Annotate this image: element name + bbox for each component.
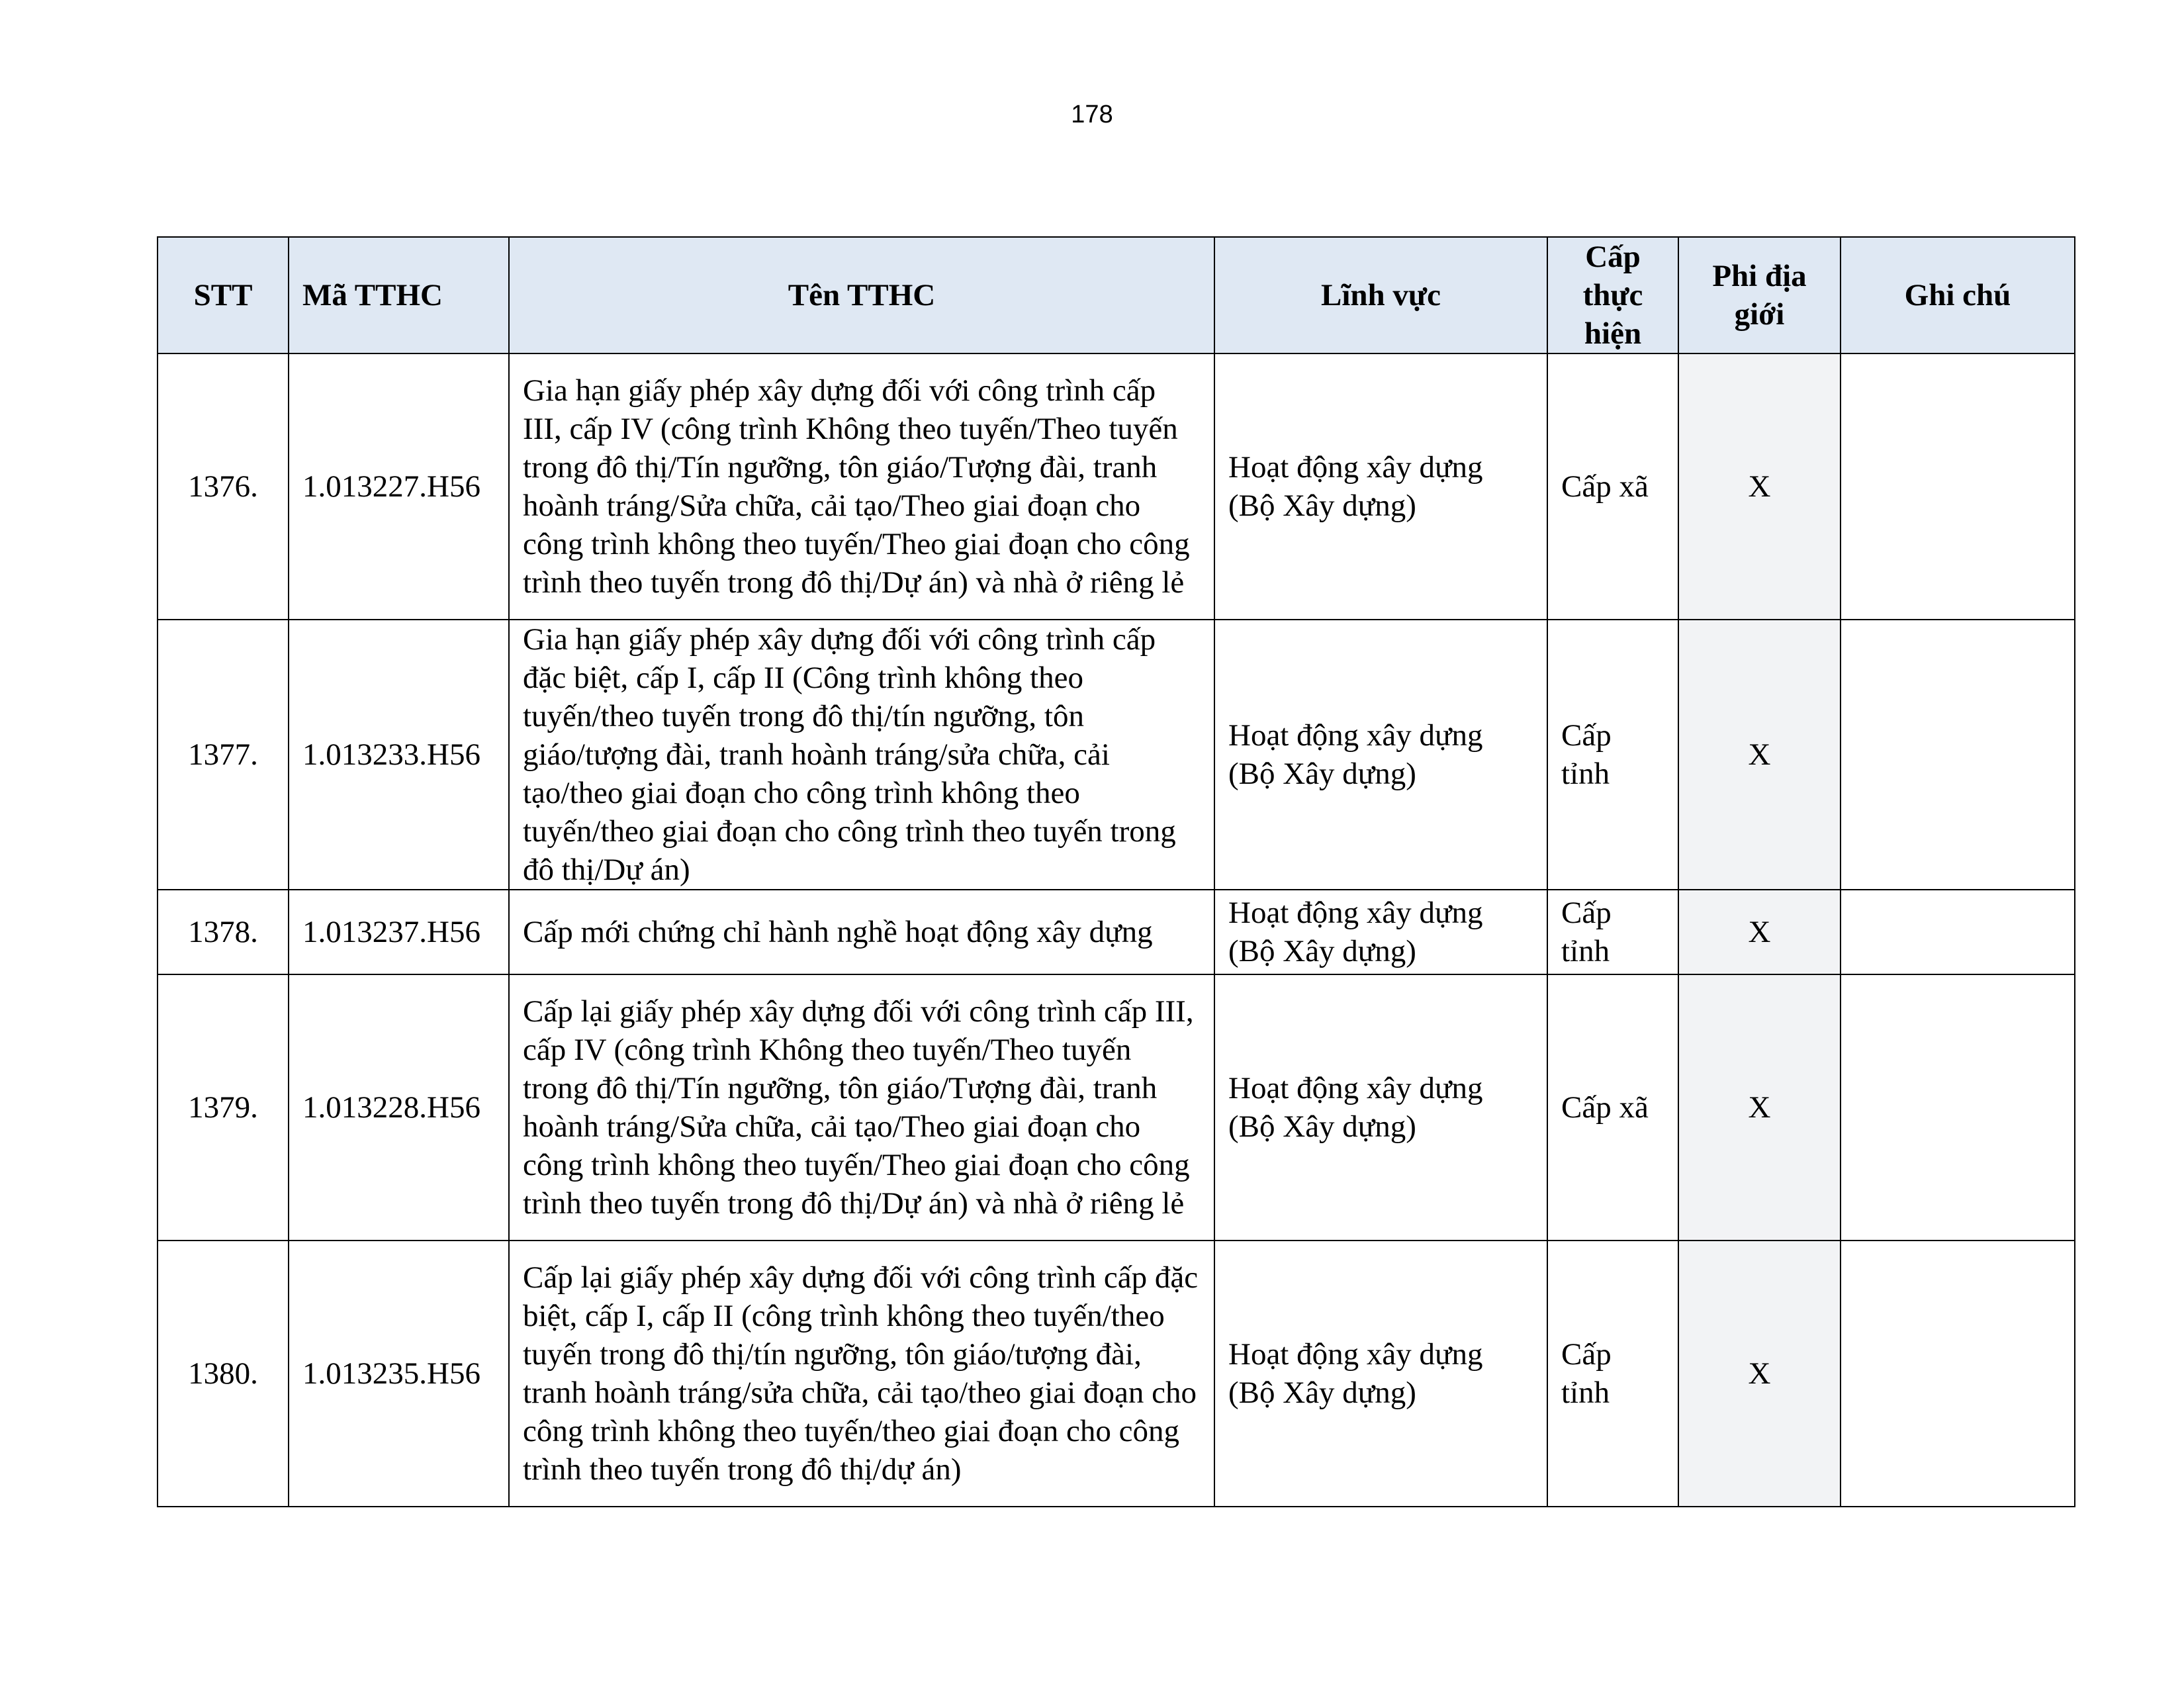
cell-non-territorial: X	[1678, 890, 1841, 974]
table-row	[158, 1241, 2075, 1507]
cell-name: Gia hạn giấy phép xây dựng đối với công trình cấp đặc biệt, cấp I, cấp II (Công trình không theo tuyến/theo tuyến trong đô thị/tín ngưỡng, tôn giáo/tượng đài, tranh hoành tráng/sửa chữa, cải tạo/theo giai đoạn cho công trình không theo tuyến/theo giai đoạn cho công trình theo tuyến trong đô thị/Dự án)	[509, 620, 1214, 890]
cell-field: Hoạt động xây dựng (Bộ Xây dựng)	[1214, 353, 1547, 620]
cell-name: Gia hạn giấy phép xây dựng đối với công trình cấp III, cấp IV (công trình Không theo tuyến/Theo tuyến trong đô thị/Tín ngưỡng, tôn giáo/Tượng đài, tranh hoành tráng/Sửa chữa, cải tạo/Theo giai đoạn cho công trình không theo tuyến/Theo giai đoạn cho công trình theo tuyến trong đô thị/Dự án) và nhà ở riêng lẻ	[509, 353, 1214, 620]
header-non-territorial: Phi địa giới	[1678, 237, 1841, 353]
cell-field: Hoạt động xây dựng (Bộ Xây dựng)	[1214, 1241, 1547, 1507]
table-row	[158, 890, 2075, 974]
cell-stt: 1377.	[158, 620, 289, 890]
cell-non-territorial: X	[1678, 353, 1841, 620]
cell-stt: 1376.	[158, 353, 289, 620]
cell-code: 1.013228.H56	[289, 974, 509, 1241]
table-row	[158, 974, 2075, 1241]
header-field: Lĩnh vực	[1214, 237, 1547, 353]
cell-code: 1.013235.H56	[289, 1241, 509, 1507]
cell-name: Cấp lại giấy phép xây dựng đối với công trình cấp đặc biệt, cấp I, cấp II (công trình không theo tuyến/theo tuyến trong đô thị/tín ngưỡng, tôn giáo/tượng đài, tranh hoành tráng/sửa chữa, cải tạo/theo giai đoạn cho công trình không theo tuyến/theo giai đoạn cho công trình theo tuyến trong đô thị/dự án)	[509, 1241, 1214, 1507]
cell-level: Cấp xã	[1547, 353, 1678, 620]
cell-note	[1841, 1241, 2075, 1507]
header-code: Mã TTHC	[289, 237, 509, 353]
cell-note	[1841, 890, 2075, 974]
table-row	[158, 353, 2075, 620]
cell-field: Hoạt động xây dựng (Bộ Xây dựng)	[1214, 974, 1547, 1241]
cell-stt: 1379.	[158, 974, 289, 1241]
table-header-row	[158, 237, 2075, 353]
cell-non-territorial: X	[1678, 1241, 1841, 1507]
cell-name: Cấp mới chứng chỉ hành nghề hoạt động xây dựng	[509, 890, 1214, 974]
page-number: 178	[1071, 101, 1113, 128]
cell-level: Cấp xã	[1547, 974, 1678, 1241]
cell-code: 1.013237.H56	[289, 890, 509, 974]
header-stt: STT	[158, 237, 289, 353]
cell-note	[1841, 353, 2075, 620]
procedures-table	[157, 236, 2075, 1507]
cell-stt: 1378.	[158, 890, 289, 974]
cell-non-territorial: X	[1678, 974, 1841, 1241]
header-note: Ghi chú	[1841, 237, 2075, 353]
cell-note	[1841, 974, 2075, 1241]
cell-stt: 1380.	[158, 1241, 289, 1507]
header-level: Cấp thực hiện	[1547, 237, 1678, 353]
cell-code: 1.013233.H56	[289, 620, 509, 890]
table-row	[158, 620, 2075, 890]
cell-level: Cấp tỉnh	[1547, 1241, 1678, 1507]
cell-code: 1.013227.H56	[289, 353, 509, 620]
cell-name: Cấp lại giấy phép xây dựng đối với công trình cấp III, cấp IV (công trình Không theo tuyến/Theo tuyến trong đô thị/Tín ngưỡng, tôn giáo/Tượng đài, tranh hoành tráng/Sửa chữa, cải tạo/Theo giai đoạn cho công trình không theo tuyến/Theo giai đoạn cho công trình theo tuyến trong đô thị/Dự án) và nhà ở riêng lẻ	[509, 974, 1214, 1241]
cell-level: Cấp tỉnh	[1547, 890, 1678, 974]
cell-note	[1841, 620, 2075, 890]
cell-field: Hoạt động xây dựng (Bộ Xây dựng)	[1214, 620, 1547, 890]
cell-non-territorial: X	[1678, 620, 1841, 890]
cell-level: Cấp tỉnh	[1547, 620, 1678, 890]
cell-field: Hoạt động xây dựng (Bộ Xây dựng)	[1214, 890, 1547, 974]
header-name: Tên TTHC	[509, 237, 1214, 353]
